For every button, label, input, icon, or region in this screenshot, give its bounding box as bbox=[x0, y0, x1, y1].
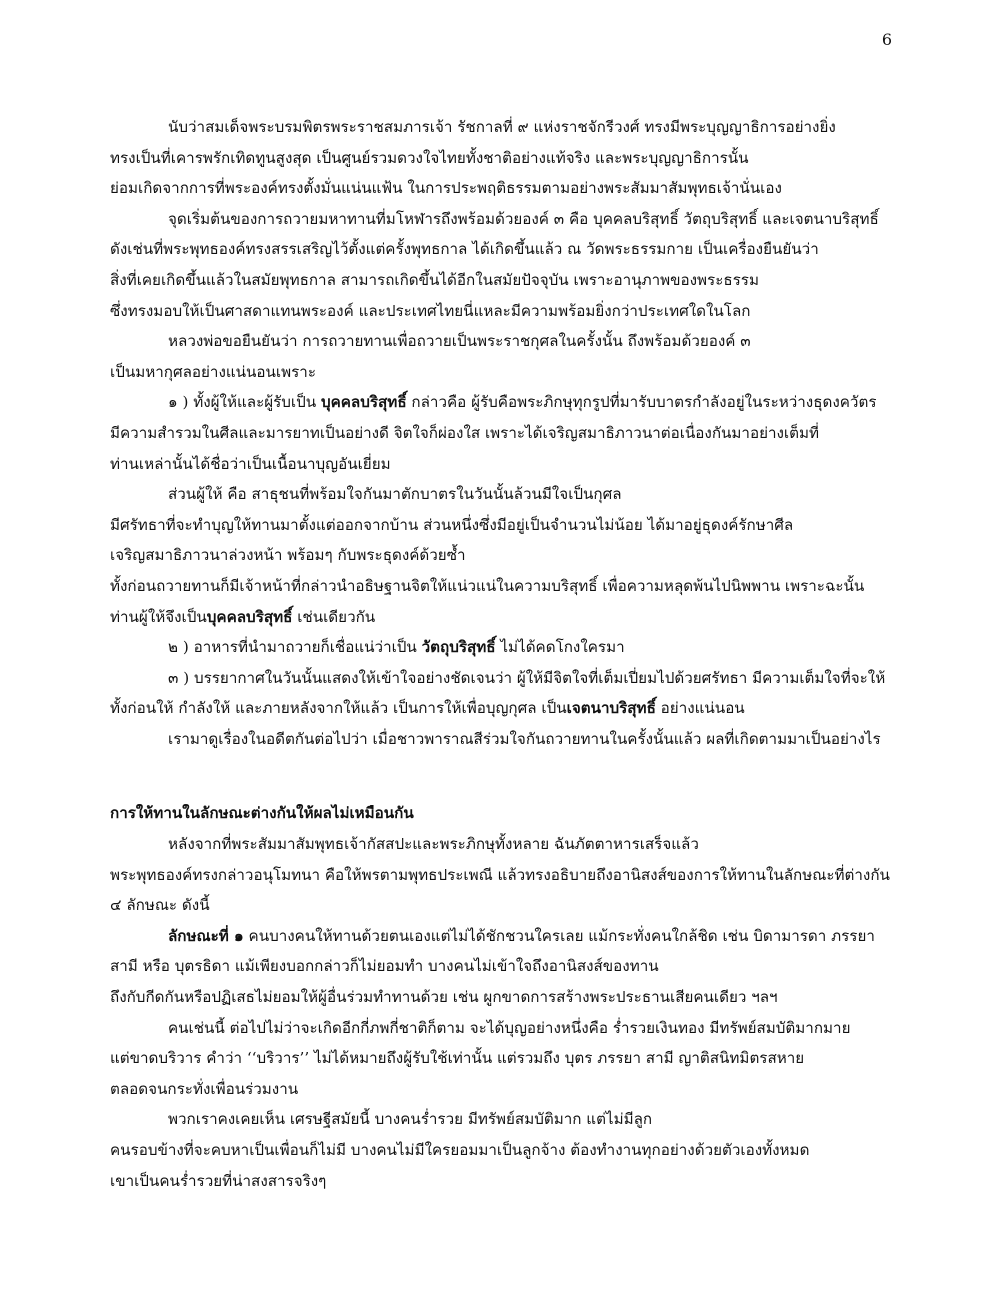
paragraph-line: หลังจากที่พระสัมมาสัมพุทธเจ้ากัสสปะและพระภิกษุทั้งหลาย ฉันภัตตาหารเสร็จแล้ว bbox=[168, 835, 699, 854]
paragraph-line: มีศรัทธาที่จะทำบุญให้ทานมาตั้งแต่ออกจากบ้าน ส่วนหนึ่งซึ่งมีอยู่เป็นจำนวนไม่น้อย ได้มาอยู่ธุดงค์รักษาศีล bbox=[110, 515, 794, 534]
paragraph-line: ย่อมเกิดจากการที่พระองค์ทรงตั้งมั่นแน่นแฟ้น ในการประพฤติธรรมตามอย่างพระสัมมาสัมพุทธเจ้านั่นเอง bbox=[110, 179, 782, 198]
paragraph-line: ส่วนผู้ให้ คือ สาธุชนที่พร้อมใจกันมาตักบาตรในวันนั้นล้วนมีใจเป็นกุศล bbox=[168, 485, 622, 504]
line-text: ท่านผู้ให้จึงเป็น bbox=[110, 607, 207, 626]
section-spacer bbox=[110, 754, 900, 798]
paragraph-line: ตลอดจนกระทั่งเพื่อนร่วมงาน bbox=[110, 1079, 299, 1098]
paragraph-line: จุดเริ่มต้นของการถวายมหาทานที่มโหฬารถึงพร้อมด้วยองค์ ๓ คือ บุคคลบริสุทธิ์ วัตถุบริสุทธิ์ และเจตนาบริสุทธิ์ bbox=[168, 209, 879, 228]
paragraph-line bbox=[110, 693, 900, 724]
paragraph-line: พระพุทธองค์ทรงกล่าวอนุโมทนา คือให้พรตามพุทธประเพณี แล้วทรงอธิบายถึงอานิสงส์ของการให้ทานในลักษณะที่ต่างกัน bbox=[110, 865, 890, 884]
paragraph-line: ดังเช่นที่พระพุทธองค์ทรงสรรเสริญไว้ตั้งแต่ครั้งพุทธกาล ได้เกิดขึ้นแล้ว ณ วัดพระธรรมกาย เป็นเครื่องยืนยันว่า bbox=[110, 240, 819, 259]
paragraph-line bbox=[110, 921, 900, 952]
paragraph-line: มีความสำรวมในศีลและมารยาทเป็นอย่างดี จิตใจก็ผ่องใส เพราะได้เจริญสมาธิภาวนาต่อเนื่องกันมาอย่างเต็มที่ bbox=[110, 423, 819, 442]
paragraph-line: แต่ขาดบริวาร คำว่า ‘‘บริวาร’’ ไม่ได้หมายถึงผู้รับใช้เท่านั้น แต่รวมถึง บุตร ภรรยา สามี ญาติสนิทมิตรสหาย bbox=[110, 1049, 805, 1068]
bold-term: บุคคลบริสุทธิ์ bbox=[206, 607, 293, 626]
line-text: ไม่ได้คดโกงใครมา bbox=[495, 638, 625, 657]
bold-term: ลักษณะที่ ๑ bbox=[168, 926, 244, 945]
paragraph-line: พวกเราคงเคยเห็น เศรษฐีสมัยนี้ บางคนร่ำรวย มีทรัพย์สมบัติมาก แต่ไม่มีลูก bbox=[168, 1110, 653, 1129]
line-text: ๒ ) อาหารที่นำมาถวายก็เชื่อแน่ว่าเป็น bbox=[168, 638, 422, 657]
paragraph-line: หลวงพ่อขอยืนยันว่า การถวายทานเพื่อถวายเป็นพระราชกุศลในครั้งนั้น ถึงพร้อมด้วยองค์ ๓ bbox=[168, 332, 751, 351]
paragraph-line: เขาเป็นคนร่ำรวยที่น่าสงสารจริงๆ bbox=[110, 1171, 327, 1190]
line-text: อย่างแน่นอน bbox=[655, 699, 745, 718]
paragraph-line: นับว่าสมเด็จพระบรมพิตรพระราชสมภารเจ้า รัชกาลที่ ๙ แห่งราชจักรีวงศ์ ทรงมีพระบุญญาธิการอย่างยิ่ง bbox=[168, 118, 836, 136]
paragraph-line: สิ่งที่เคยเกิดขึ้นแล้วในสมัยพุทธกาล สามารถเกิดขึ้นได้อีกในสมัยปัจจุบัน เพราะอานุภาพของพระธรรม bbox=[110, 270, 759, 289]
bold-term: บุคคลบริสุทธิ์ bbox=[320, 393, 407, 412]
paragraph-line: ทรงเป็นที่เคารพรักเทิดทูนสูงสุด เป็นศูนย์รวมดวงใจไทยทั้งชาติอย่างแท้จริง และพระบุญญาธิการนั้น bbox=[110, 148, 749, 167]
section-heading: การให้ทานในลักษณะต่างกันให้ผลไม่เหมือนกัน bbox=[110, 804, 414, 823]
line-text: คนบางคนให้ทานด้วยตนเองแต่ไม่ได้ชักชวนใครเลย แม้กระทั่งคนใกล้ชิด เช่น บิดามารดา ภรรยา bbox=[243, 926, 875, 945]
paragraph-line: สามี หรือ บุตรธิดา แม้เพียงบอกกล่าวก็ไม่ยอมทำ บางคนไม่เข้าใจถึงอานิสงส์ของทาน bbox=[110, 957, 659, 976]
paragraph-line bbox=[110, 387, 900, 418]
paragraph-line bbox=[110, 602, 900, 633]
paragraph-line: ทั้งก่อนถวายทานก็มีเจ้าหน้าที่กล่าวนำอธิษฐานจิตให้แน่วแน่ในความบริสุทธิ์ เพื่อความหลุดพ้นไปนิพพาน เพราะฉะนั้น bbox=[110, 576, 865, 595]
bold-term: วัตถุบริสุทธิ์ bbox=[421, 638, 496, 657]
paragraph-line: ๓ ) บรรยากาศในวันนั้นแสดงให้เข้าใจอย่างชัดเจนว่า ผู้ให้มีจิตใจที่เต็มเปี่ยมไปด้วยศรัทธา มีความเต็มใจที่จะให้ bbox=[168, 668, 886, 687]
paragraph-line: เจริญสมาธิภาวนาล่วงหน้า พร้อมๆ กับพระธุดงค์ด้วยซ้ำ bbox=[110, 546, 466, 565]
paragraph-line: เป็นมหากุศลอย่างแน่นอนเพราะ bbox=[110, 362, 316, 381]
line-text: กล่าวคือ ผู้รับคือพระภิกษุทุกรูปที่มารับบาตรกำลังอยู่ในระหว่างธุดงควัตร bbox=[406, 393, 877, 412]
line-text: เช่นเดียวกัน bbox=[292, 607, 376, 626]
paragraph-line: ๔ ลักษณะ ดังนี้ bbox=[110, 896, 210, 915]
line-text: ทั้งก่อนให้ กำลังให้ และภายหลังจากให้แล้ว เป็นการให้เพื่อบุญกุศล เป็น bbox=[110, 699, 567, 718]
paragraph-line bbox=[110, 632, 900, 663]
paragraph-line: เรามาดูเรื่องในอดีตกันต่อไปว่า เมื่อชาวพาราณสีร่วมใจกันถวายทานในครั้งนั้นแล้ว ผลที่เกิดตามมาเป็นอย่างไร bbox=[168, 729, 881, 748]
paragraph-line: ท่านเหล่านั้นได้ชื่อว่าเป็นเนื้อนาบุญอันเยี่ยม bbox=[110, 454, 391, 473]
document-body bbox=[110, 112, 900, 1196]
paragraph-line: ซึ่งทรงมอบให้เป็นศาสดาแทนพระองค์ และประเทศไทยนี่แหละมีความพร้อมยิ่งกว่าประเทศใดในโลก bbox=[110, 301, 751, 320]
paragraph-line: คนเช่นนี้ ต่อไปไม่ว่าจะเกิดอีกกี่ภพกี่ชาติก็ตาม จะได้บุญอย่างหนึ่งคือ ร่ำรวยเงินทอง มีทรัพย์สมบัติมากมาย bbox=[168, 1018, 851, 1037]
paragraph-line: คนรอบข้างที่จะคบหาเป็นเพื่อนก็ไม่มี บางคนไม่มีใครยอมมาเป็นลูกจ้าง ต้องทำงานทุกอย่างด้วยตัวเองทั้งหมด bbox=[110, 1141, 810, 1159]
page-number: 6 bbox=[881, 30, 892, 49]
paragraph-line: ถึงกับกีดกันหรือปฏิเสธไม่ยอมให้ผู้อื่นร่วมทำทานด้วย เช่น ผูกขาดการสร้างพระประธานเสียคนเดียว ฯลฯ bbox=[110, 988, 778, 1007]
bold-term: เจตนาบริสุทธิ์ bbox=[566, 699, 656, 718]
line-text: ๑ ) ทั้งผู้ให้และผู้รับเป็น bbox=[168, 393, 317, 412]
